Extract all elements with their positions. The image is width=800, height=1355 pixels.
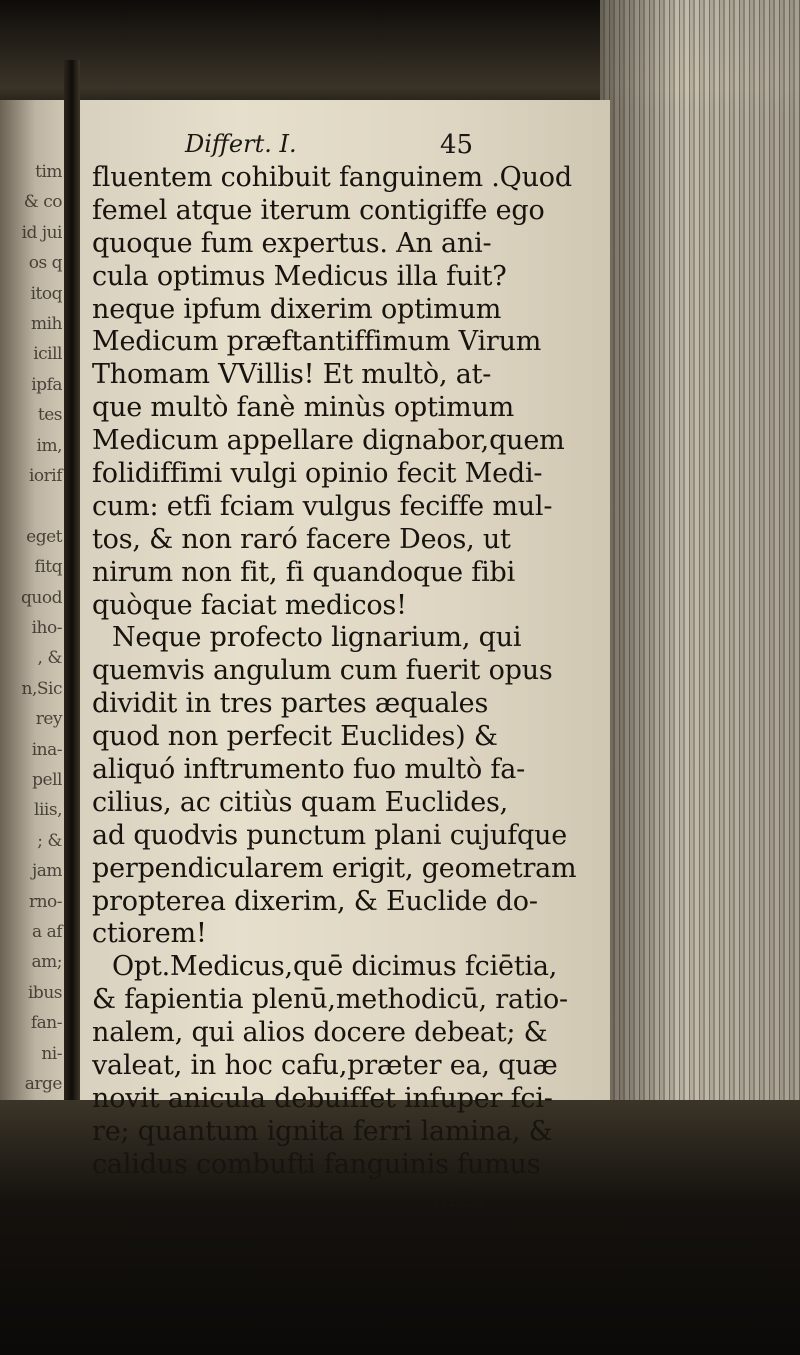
margin-fragment: am;: [31, 952, 62, 973]
text-line: ctiorem!: [92, 918, 207, 950]
margin-fragment: ni-: [41, 1043, 62, 1064]
text-line: quemvis angulum cum fuerit opus: [92, 655, 553, 687]
margin-fragment: os q: [28, 253, 62, 274]
margin-fragment: fitq: [34, 557, 62, 578]
text-line: aliquó inftrumento fuo multò fa-: [92, 754, 526, 786]
margin-fragment: ipfa: [31, 374, 62, 395]
page-edges-shade: [600, 0, 800, 1140]
text-line: valeat, in hoc cafu,præter ea, quæ: [92, 1050, 558, 1082]
text-line: quoque fum expertus. An ani-: [92, 227, 492, 259]
margin-fragment: itoq: [30, 283, 62, 304]
running-head: Differt. I.: [185, 130, 297, 158]
margin-fragment: ina-: [31, 739, 62, 760]
text-line: re; quantum ignita ferri lamina, &: [92, 1115, 553, 1147]
text-line: cilius, ac citiùs quam Euclides,: [92, 786, 509, 818]
margin-fragment: ; &: [37, 830, 62, 851]
text-line: neque ipfum dixerim optimum: [92, 293, 502, 325]
margin-fragment: & co: [23, 192, 62, 213]
text-line: & fapientia plenū,methodicū, ratio-: [92, 984, 568, 1016]
margin-fragment: pell: [32, 770, 62, 790]
margin-fragment: jam: [31, 861, 62, 882]
text-line: quod non perfecit Euclides) &: [92, 721, 498, 753]
text-line: ad quodvis punctum plani cujufque: [92, 819, 568, 851]
text-line: ore,: [432, 1181, 485, 1213]
text-line: novit anicula debuiffet infuper fci-: [92, 1082, 553, 1114]
margin-fragment: iho-: [31, 618, 62, 638]
page-number: 45: [440, 130, 474, 160]
margin-fragment: eget: [26, 526, 62, 547]
text-line: Neque profecto lignarium, qui: [112, 622, 522, 654]
text-line: Opt.Medicus,quē dicimus fciētia,: [112, 951, 558, 983]
margin-fragment: id jui: [21, 222, 62, 243]
margin-fragment: n,Sic: [21, 678, 62, 699]
text-line: fluentem cohibuit fanguinem .Quod: [92, 162, 572, 193]
margin-fragment: tes: [37, 405, 62, 426]
margin-fragment: liis,: [34, 800, 62, 821]
margin-fragment: iorif: [28, 466, 62, 486]
text-line: Thomam VVillis! Et multò, at-: [92, 359, 492, 391]
text-line: tos, & non raró facere Deos, ut: [92, 523, 511, 555]
text-line: nirum non fit, fi quandoque fibi: [92, 556, 516, 588]
margin-fragment: rey: [35, 709, 62, 730]
text-line: femel atque iterum contigiffe ego: [92, 194, 545, 226]
text-line: cum: etfi fciam vulgus feciffe mul-: [92, 490, 553, 522]
margin-fragment: quod: [21, 587, 62, 608]
text-line: perpendicularem erigit, geometram: [92, 852, 577, 884]
margin-fragment: tim: [35, 162, 62, 182]
text-line: folidiffimi vulgi opinio fecit Medi-: [92, 458, 543, 490]
margin-fragment: arge: [24, 1074, 62, 1094]
facing-page-margin: [0, 100, 64, 1100]
text-line: nalem, qui alios docere debeat; &: [92, 1017, 548, 1049]
margin-fragment: mih: [30, 314, 62, 334]
text-line: quòque faciat medicos!: [92, 589, 407, 621]
text-line: cula optimus Medicus illa fuit?: [92, 260, 507, 292]
text-line: calidus combufti fanguinis fumus: [92, 1148, 541, 1180]
margin-fragment: ibus: [28, 982, 62, 1003]
margin-fragment: icill: [33, 344, 62, 365]
text-line: Medicum appellare dignabor,quem: [92, 425, 565, 457]
margin-fragment: a af: [32, 922, 62, 942]
margin-fragment: fan-: [30, 1013, 62, 1034]
text-line: dividit in tres partes æquales: [92, 688, 489, 720]
body-text: [92, 162, 602, 1215]
text-line: propterea dixerim, & Euclide do-: [92, 885, 538, 917]
text-line: Medicum præftantiffimum Virum: [92, 326, 542, 358]
margin-fragment: im,: [36, 435, 62, 456]
margin-fragment: rno-: [28, 891, 62, 912]
margin-fragment: , &: [37, 648, 62, 669]
page-header: [80, 130, 610, 160]
text-line: que multò fanè minùs optimum: [92, 392, 515, 424]
